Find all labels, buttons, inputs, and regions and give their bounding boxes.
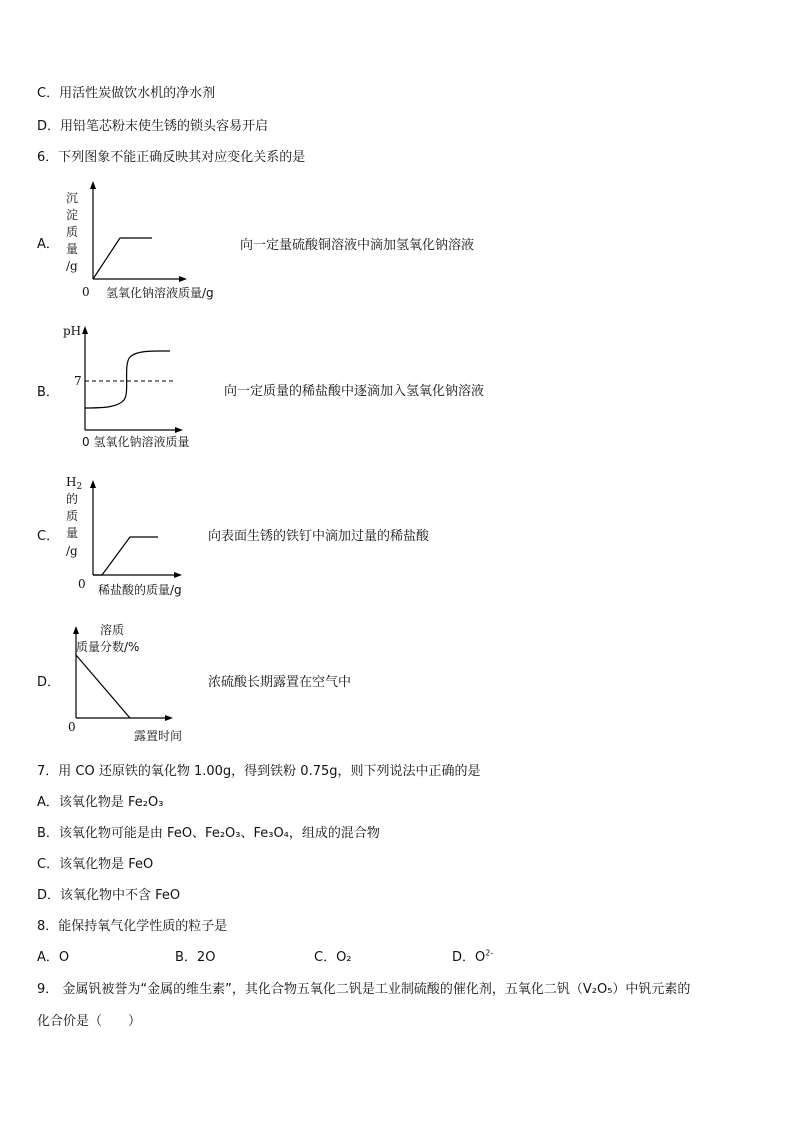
q6-c-ylabel-2: 量: [66, 526, 79, 540]
q6-c-origin: 0: [78, 577, 86, 591]
q8-option-d-base: D．O: [452, 950, 486, 965]
q6-b-ytick: 7: [74, 374, 82, 388]
q6-stem: 6．下列图象不能正确反映其对应变化关系的是: [37, 150, 306, 165]
q6-a-ylabel-1: 淀: [66, 208, 79, 222]
q6-c-ylabel-0: 的: [66, 492, 79, 506]
q9-line2: 化合价是（ ）: [37, 1014, 142, 1029]
q5-option-c: C．用活性炭做饮水机的净水剂: [37, 86, 216, 101]
q6-d-desc: 浓硫酸长期露置在空气中: [208, 675, 352, 690]
q6-a-origin: 0: [82, 285, 90, 299]
q6-d-ylabel-1: 溶质: [100, 623, 125, 637]
q6-a-graph: [60, 180, 250, 305]
q6-d-letter: D．: [37, 675, 61, 690]
q8-option-a: A．O: [37, 950, 70, 965]
q8-option-d: [452, 946, 493, 965]
q6-c-ylabel-1: 质: [66, 509, 79, 523]
q9-line1: 9． 金属钒被誉为“金属的维生素”，其化合物五氧化二钒是工业制硫酸的催化剂，五氧化二钒（V₂O₅）中钒元素的: [37, 982, 691, 997]
q6-a-ylabel-3: 量: [66, 242, 79, 256]
q6-a-desc: 向一定量硫酸铜溶液中滴加氢氧化钠溶液: [240, 238, 475, 253]
q6-c-ylabel-h-text: H: [66, 475, 77, 489]
q6-d-ylabel-2: 质量分数/%: [76, 640, 140, 654]
q6-b-xlabel: 0 氢氧化钠溶液质量: [82, 435, 190, 449]
q5-option-d: D．用铅笔芯粉末使生锈的锁头容易开启: [37, 119, 269, 134]
q6-b-letter: B．: [37, 385, 59, 400]
q7-option-d: D．该氧化物中不含 FeO: [37, 888, 181, 903]
q6-c-ylabel-h: [66, 475, 82, 492]
q6-b-ylabel: pH: [63, 324, 82, 338]
q6-a-ylabel-0: 沉: [66, 191, 79, 205]
q6-d-xlabel: 露置时间: [134, 729, 183, 743]
q7-stem: 7．用 CO 还原铁的氧化物 1.00g，得到铁粉 0.75g，则下列说法中正确的是: [37, 764, 481, 779]
q8-option-d-sup: 2-: [485, 948, 494, 958]
q7-option-a: A．该氧化物是 Fe₂O₃: [37, 795, 164, 810]
q8-stem: 8．能保持氧气化学性质的粒子是: [37, 919, 228, 934]
q6-b-desc: 向一定质量的稀盐酸中逐滴加入氢氧化钠溶液: [224, 384, 485, 399]
q8-option-b: B．2O: [175, 950, 216, 965]
q8-option-c: C．O₂: [314, 950, 352, 965]
q6-a-ylabel-2: 质: [66, 225, 79, 239]
q6-b-graph: [60, 320, 250, 455]
q6-a-xlabel: 氢氧化钠溶液质量/g: [106, 286, 214, 300]
q6-a-letter: A．: [37, 237, 59, 252]
q6-c-ylabel-sub: 2: [76, 482, 83, 492]
q6-c-xlabel: 稀盐酸的质量/g: [98, 583, 182, 597]
q6-c-letter: C．: [37, 529, 60, 544]
q6-a-ylabel-4: /g: [66, 259, 78, 273]
q6-d-origin: 0: [68, 720, 76, 734]
q7-option-c: C．该氧化物是 FeO: [37, 857, 154, 872]
q7-option-b: B．该氧化物可能是由 FeO、Fe₂O₃、Fe₃O₄，组成的混合物: [37, 826, 380, 841]
q6-c-desc: 向表面生锈的铁钉中滴加过量的稀盐酸: [208, 529, 430, 544]
q6-c-ylabel-3: /g: [66, 544, 78, 558]
